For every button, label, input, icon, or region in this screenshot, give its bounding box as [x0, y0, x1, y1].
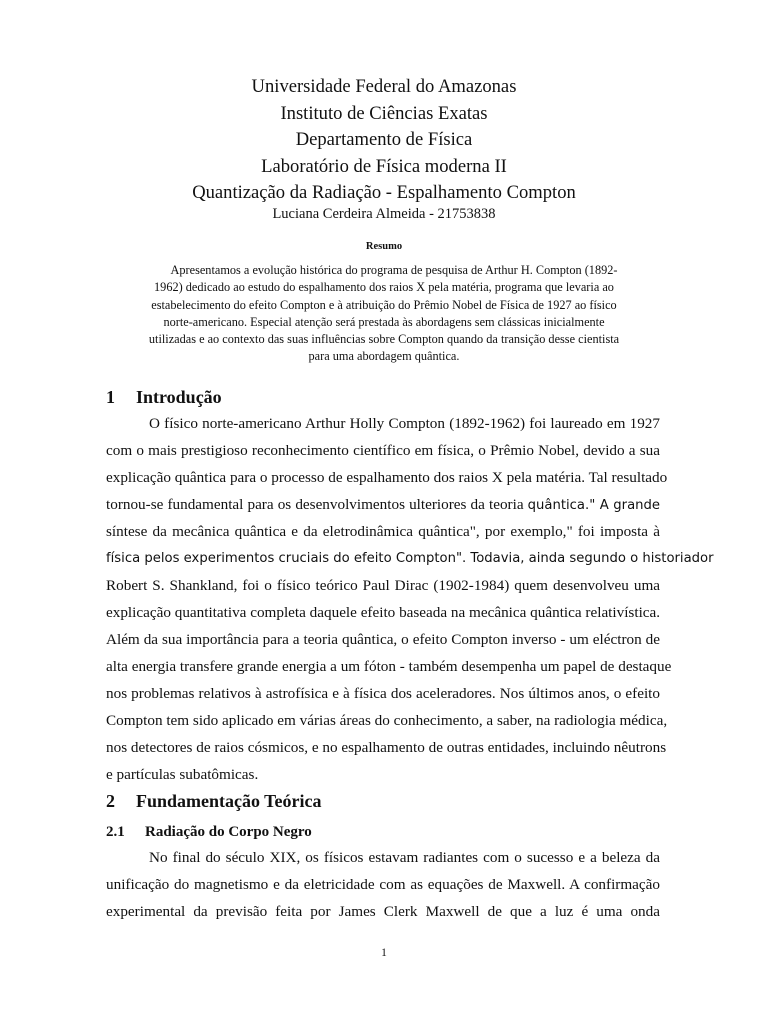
subsection-number: 2.1 [106, 824, 125, 840]
body-line: Além da sua importância para a teoria quântica, o efeito Compton inverso - um eléctron de [106, 631, 660, 648]
section-1-heading [106, 387, 222, 408]
abstract-heading: Resumo [365, 241, 403, 252]
abstract-line: utilizadas e ao contexto das suas influências sobre Compton quando da transição desse cientista [148, 332, 620, 347]
body-line: No final do século XIX, os físicos estavam radiantes com o sucesso e a beleza da [149, 849, 660, 866]
page-number: 1 [381, 947, 387, 959]
title-block [0, 74, 768, 207]
body-line: nos problemas relativos à astrofísica e à física dos aceleradores. Nos últimos anos, o efeito [106, 685, 660, 702]
body-line: unificação do magnetismo e da eletricidade com as equações de Maxwell. A confirmação [106, 876, 660, 893]
body-line: síntese da mecânica quântica e da eletrodinâmica quântica", por exemplo," foi imposta à [106, 523, 660, 540]
body-line: nos detectores de raios cósmicos, e no espalhamento de outras entidades, incluindo nêutrons [106, 739, 667, 756]
section-1-body [106, 410, 714, 788]
body-line: Robert S. Shankland, foi o físico teórico Paul Dirac (1902-1984) quem desenvolveu uma [106, 577, 660, 594]
body-line: tornou-se fundamental para os desenvolvimentos ulteriores da teoria quântica." A grande [106, 496, 660, 513]
subsection-2-1-body [106, 844, 660, 925]
department-name: Departamento de Física [295, 129, 473, 150]
section-title: Fundamentação Teórica [136, 791, 322, 811]
section-2-heading [106, 791, 322, 812]
author-line: Luciana Cerdeira Almeida - 21753838 [272, 206, 496, 222]
section-number: 1 [106, 387, 115, 407]
body-line: e partículas subatômicas. [106, 766, 259, 783]
abstract-text [142, 262, 626, 366]
body-line: física pelos experimentos cruciais do efeito Compton". Todavia, ainda segundo o historiador [106, 551, 714, 566]
section-number: 2 [106, 791, 115, 811]
body-line: explicação quântica para o processo de espalhamento dos raios X pela matéria. Tal resultado [106, 469, 668, 486]
body-line: alta energia transfere grande energia a um fóton - também desempenha um papel de destaque [106, 658, 672, 675]
body-line: com o mais prestigioso reconhecimento científico em física, o Prêmio Nobel, devido a sua [106, 442, 660, 459]
institute-name: Instituto de Ciências Exatas [280, 102, 488, 124]
abstract-line: Apresentamos a evolução histórica do programa de pesquisa de Arthur H. Compton (1892- [170, 263, 618, 277]
abstract-line: para uma abordagem quântica. [308, 349, 460, 364]
abstract-line: 1962) dedicado ao estudo do espalhamento dos raios X pela matéria, programa que levaria ao [154, 280, 614, 295]
abstract-line: norte-americano. Especial atenção será prestada às abordagens sem clássicas inicialmente [163, 314, 605, 329]
body-line: Compton tem sido aplicado em várias áreas do conhecimento, a saber, na radiologia médica, [106, 712, 668, 729]
university-name: Universidade Federal do Amazonas [251, 76, 517, 97]
lab-name: Laboratório de Física moderna II [261, 155, 507, 177]
subsection-2-1-heading [106, 824, 312, 841]
body-line: O físico norte-americano Arthur Holly Compton (1892-1962) foi laureado em 1927 [149, 415, 660, 432]
section-title: Introdução [136, 387, 222, 407]
subsection-title: Radiação do Corpo Negro [145, 824, 312, 840]
body-line: experimental da previsão feita por James Clerk Maxwell de que a luz é uma onda [106, 903, 660, 920]
abstract-line: estabelecimento do efeito Compton e à atribuição do Prêmio Nobel de Física de 1927 ao físico [151, 297, 617, 312]
body-line: explicação quantitativa completa daquele efeito baseada na mecânica quântica relativística. [106, 604, 661, 621]
paper-title: Quantização da Radiação - Espalhamento Compton [192, 182, 576, 203]
